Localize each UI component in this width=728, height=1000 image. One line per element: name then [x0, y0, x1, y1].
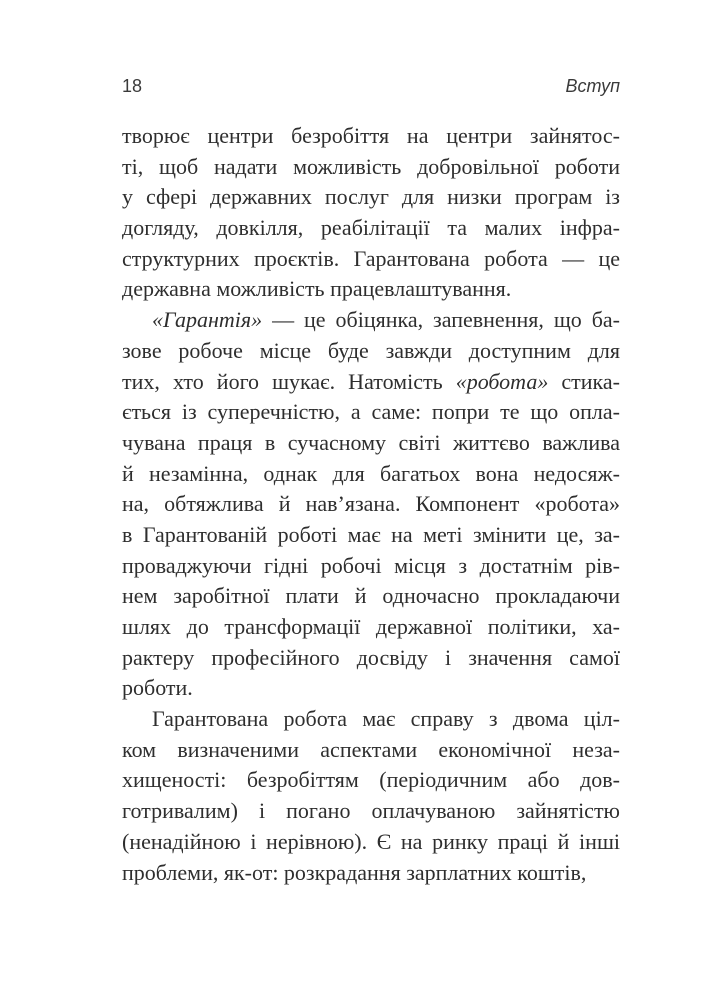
italic-term: «Гарантія»: [152, 307, 263, 333]
text-line: [122, 367, 620, 398]
text-segment: (ненадійною і нерівною). Є на ринку праці й інші: [122, 828, 620, 854]
text-line: [122, 213, 620, 244]
paragraph: [122, 704, 620, 888]
text-segment: ті, щоб надати можливість добровільної роботи: [122, 153, 620, 179]
text-segment: на, обтяжлива й нав’язана. Компонент «робота»: [122, 491, 620, 517]
text-segment: в Гарантованій роботі має на меті змінити це, за-: [122, 521, 620, 547]
text-segment: готривалим) і погано оплачуваною зайнятістю: [122, 798, 620, 824]
text-segment: структурних проєктів. Гарантована робота — це: [122, 245, 620, 271]
text-line: [122, 551, 620, 582]
text-line: [122, 428, 620, 459]
text-segment: зове робоче місце буде завжди доступним для: [122, 337, 620, 363]
text-line: [122, 765, 620, 796]
text-segment: проблеми, як-от: розкрадання зарплатних коштів,: [122, 859, 587, 885]
text-line: [122, 152, 620, 183]
text-segment: у сфері державних послуг для низки програм із: [122, 184, 620, 210]
text-segment: хищеності: безробіттям (періодичним або дов-: [122, 767, 620, 793]
text-segment: догляду, довкілля, реабілітації та малих інфра-: [122, 215, 620, 241]
text-segment: стика-: [548, 368, 620, 394]
text-segment: Гарантована робота має справу з двома ціл-: [152, 706, 620, 732]
text-line: [122, 827, 620, 858]
text-segment: — це обіцянка, запевнення, що ба-: [262, 307, 620, 333]
text-line: [122, 612, 620, 643]
text-line: [122, 520, 620, 551]
text-segment: й незамінна, однак для багатьох вона недосяж-: [122, 460, 620, 486]
paragraph: [122, 305, 620, 704]
text-line: [122, 735, 620, 766]
text-segment: роботи.: [122, 675, 193, 701]
text-line: [122, 581, 620, 612]
text-line: [122, 274, 620, 305]
text-line: [122, 244, 620, 275]
running-head: Вступ: [565, 76, 620, 96]
text-line: [122, 336, 620, 367]
text-segment: державна можливість працевлаштування.: [122, 276, 512, 302]
paragraph: [122, 121, 620, 305]
text-segment: нем заробітної плати й одночасно прокладаючи: [122, 583, 620, 609]
text-line: [122, 182, 620, 213]
text-segment: проваджуючи гідні робочі місця з достатнім рів-: [122, 552, 620, 578]
text-line: [122, 305, 620, 336]
text-line: [122, 643, 620, 674]
text-segment: тих, хто його шукає. Натомість: [122, 368, 456, 394]
text-segment: рактеру професійного досвіду і значення самої: [122, 644, 620, 670]
text-line: [122, 704, 620, 735]
text-line: [122, 121, 620, 152]
text-segment: чувана праця в сучасному світі життєво важлива: [122, 429, 620, 455]
italic-term: «робота»: [455, 368, 549, 394]
text-line: [122, 673, 620, 704]
text-segment: ється із суперечністю, а саме: попри те що опла-: [122, 399, 620, 425]
text-segment: творює центри безробіття на центри зайнятос-: [122, 123, 620, 148]
page-number: 18: [122, 76, 143, 96]
text-line: [122, 858, 620, 889]
text-line: [122, 397, 620, 428]
text-segment: шлях до трансформації державної політики, ха-: [122, 614, 620, 639]
text-line: [122, 489, 620, 520]
text-line: [122, 796, 620, 827]
text-line: [122, 459, 620, 490]
body-text: [122, 121, 620, 888]
text-segment: ком визначеними аспектами економічної неза-: [122, 736, 620, 762]
